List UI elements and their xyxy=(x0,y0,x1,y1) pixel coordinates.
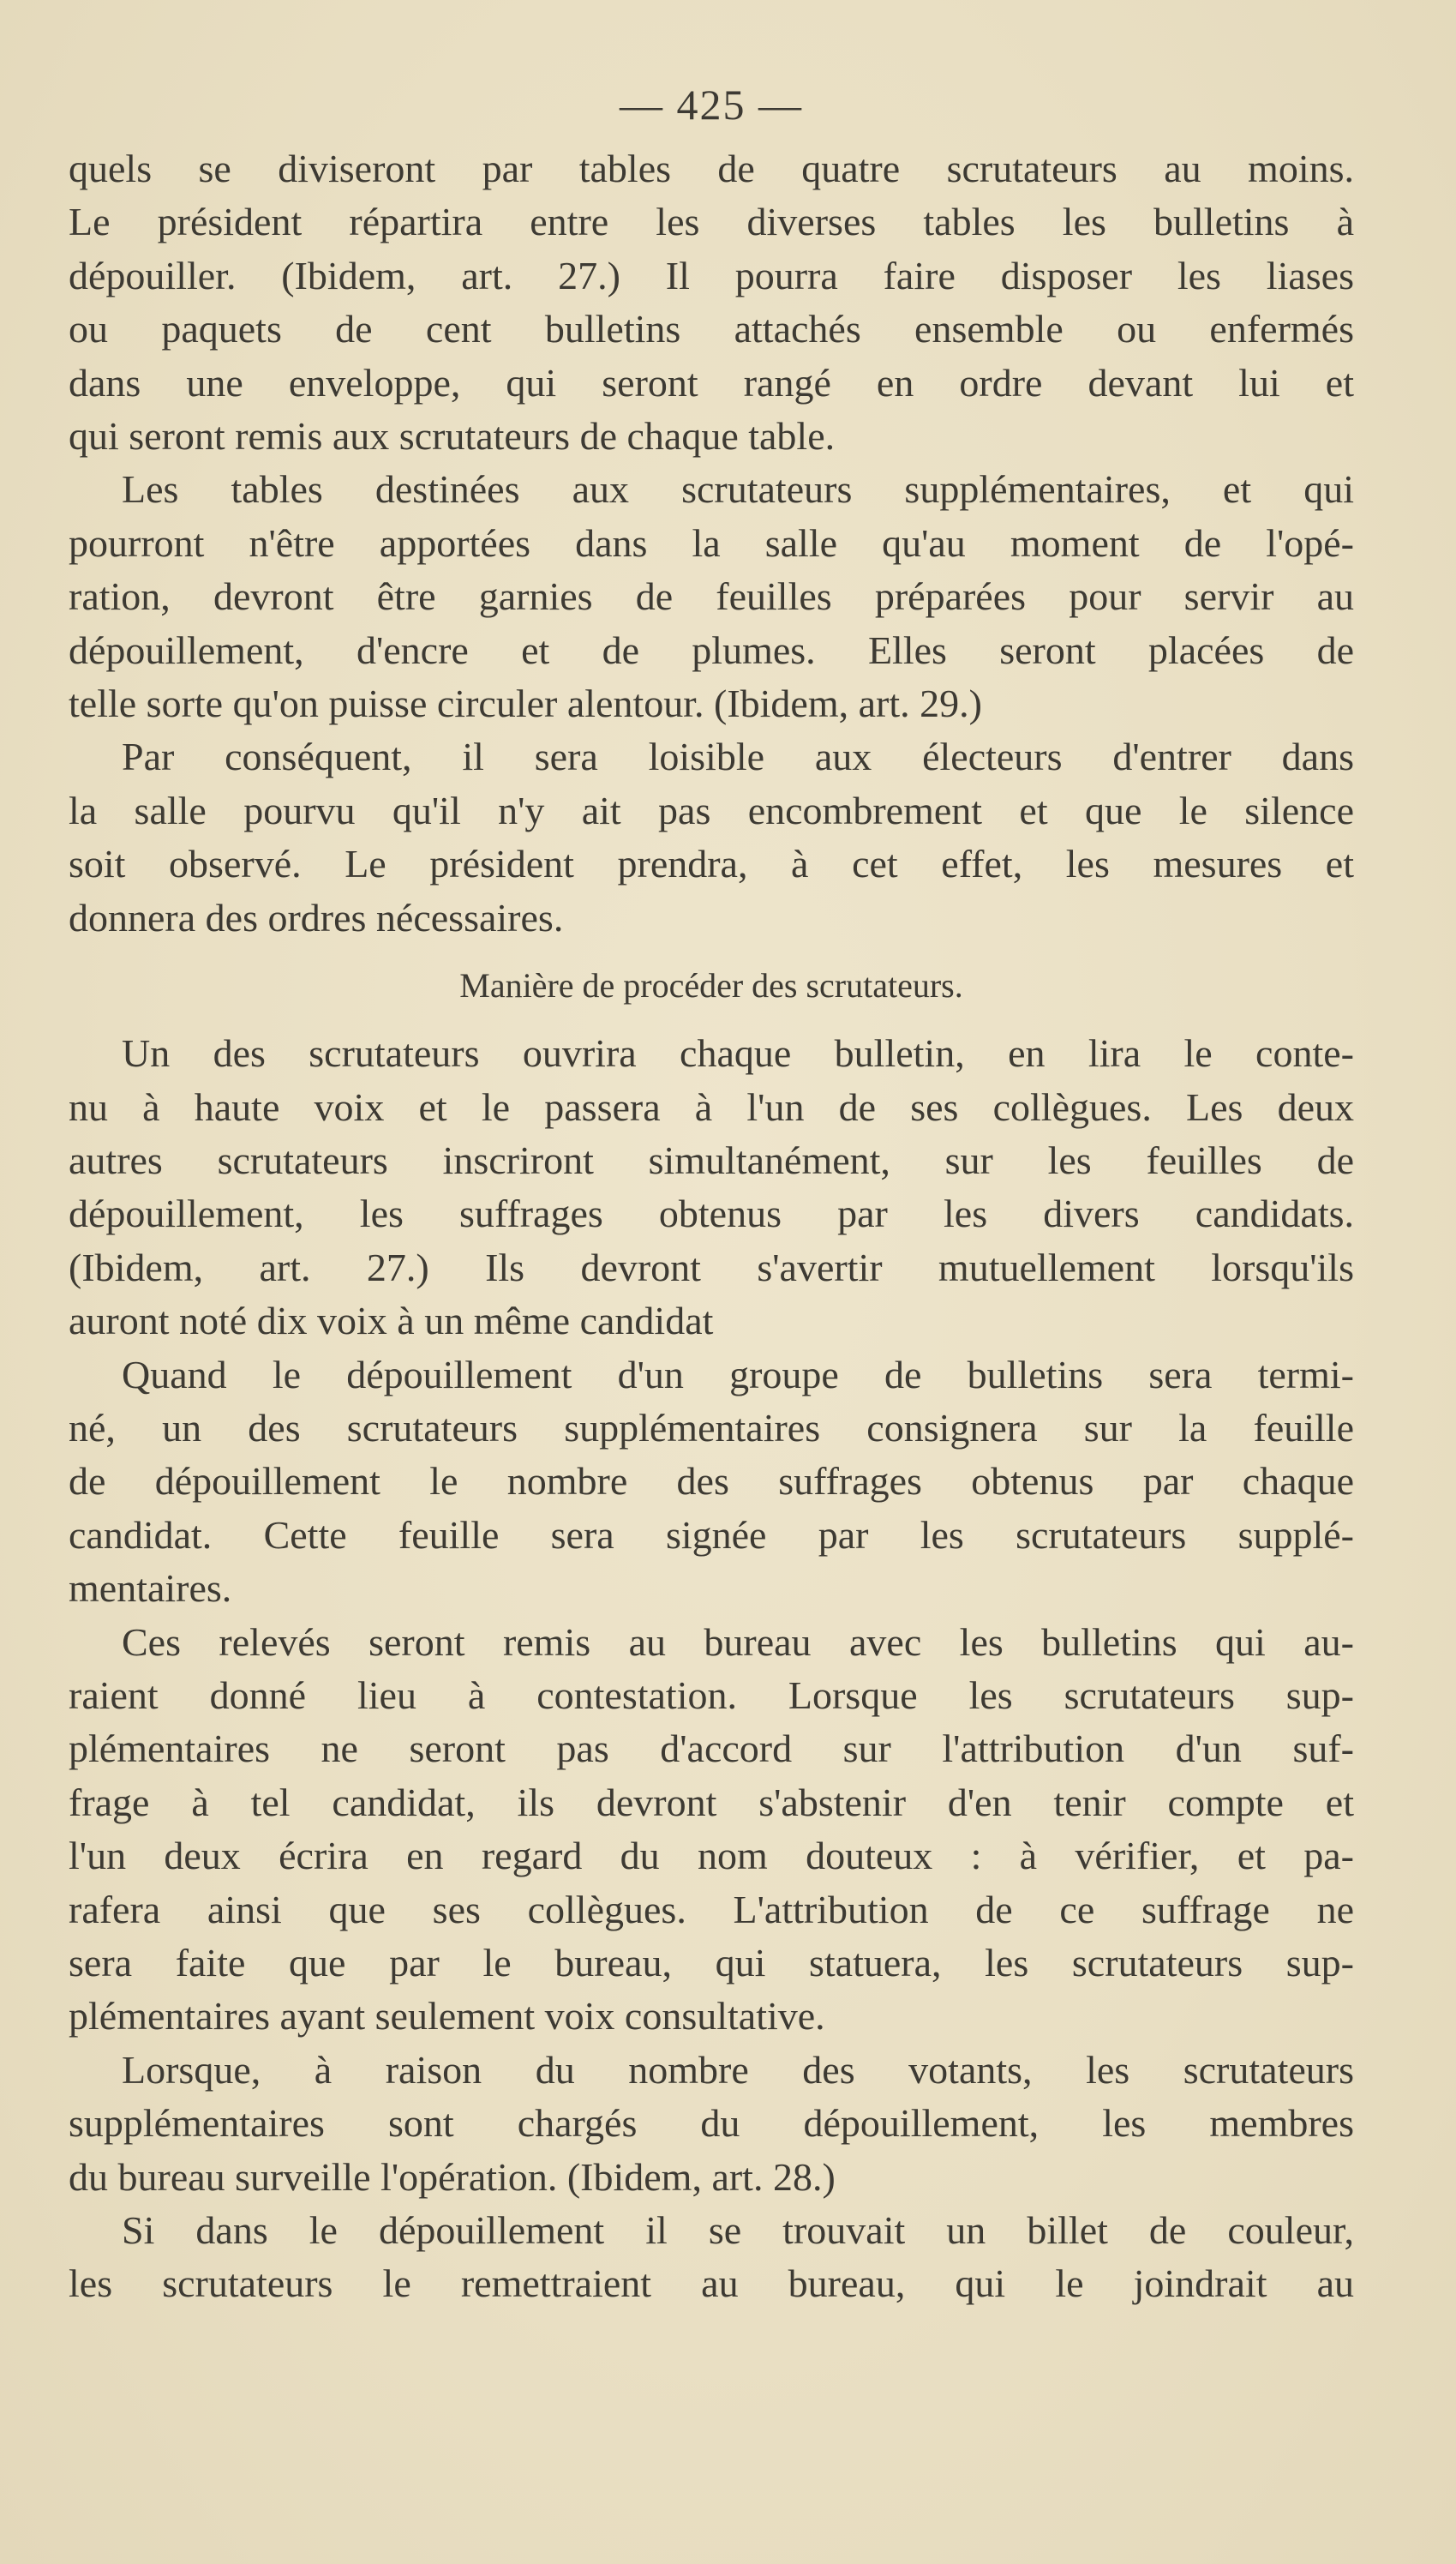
paragraph xyxy=(69,2044,1354,2204)
text-line: Lorsque, à raison du nombre des votants, les scrutateurs xyxy=(122,2047,1354,2092)
text-line: auront noté dix voix à un même candidat xyxy=(69,1299,714,1343)
text-line: pourront n'être apportées dans la salle qu'au moment de l'opé- xyxy=(69,520,1354,565)
text-line: frage à tel candidat, ils devront s'abstenir d'en tenir compte et xyxy=(69,1780,1354,1824)
text-line: supplémentaires sont chargés du dépouillement, les membres xyxy=(69,2101,1354,2146)
text-line: mentaires. xyxy=(69,1566,232,1611)
text-line: quels se diviseront par tables de quatre scrutateurs au moins. xyxy=(69,147,1354,190)
text-line: Si dans le dépouillement il se trouvait un billet de couleur, xyxy=(122,2208,1354,2253)
text-line: ration, devront être garnies de feuilles préparées pour servir au xyxy=(69,574,1354,619)
text-line: telle sorte qu'on puisse circuler alentour. (Ibidem, art. 29.) xyxy=(69,682,982,726)
text-line: soit observé. Le président prendra, à cet effet, les mesures et xyxy=(69,842,1354,886)
text-line: la salle pourvu qu'il n'y ait pas encombrement et que le silence xyxy=(69,788,1354,832)
page-body xyxy=(69,79,1354,2311)
text-line: rafera ainsi que ses collègues. L'attribution de ce suffrage ne xyxy=(69,1887,1354,1931)
page-number: — 425 — xyxy=(620,81,803,129)
text-line: dépouillement, les suffrages obtenus par les divers candidats. xyxy=(69,1192,1354,1236)
paragraph xyxy=(69,463,1354,730)
section-heading: Manière de procéder des scrutateurs. xyxy=(459,966,963,1006)
text-line: les scrutateurs le remettraient au bureau, qui le joindrait au xyxy=(69,2261,1354,2306)
text-line: Le président répartira entre les diverses tables les bulletins à xyxy=(69,200,1354,244)
text-line: raient donné lieu à contestation. Lorsque les scrutateurs sup- xyxy=(69,1672,1354,1717)
text-line: du bureau surveille l'opération. (Ibidem, art. 28.) xyxy=(69,2154,836,2199)
text-line: candidat. Cette feuille sera signée par les scrutateurs supplé- xyxy=(69,1512,1354,1557)
text-line: l'un deux écrira en regard du nom douteux : à vérifier, et pa- xyxy=(69,1834,1354,1878)
text-line: (Ibidem, art. 27.) Ils devront s'avertir mutuellement lorsqu'ils xyxy=(69,1245,1354,1289)
text-line: nu à haute voix et le passera à l'un de ses collègues. Les deux xyxy=(69,1084,1354,1129)
text-line: plémentaires ne seront pas d'accord sur l'attribution d'un suf- xyxy=(69,1726,1354,1771)
text-line: ou paquets de cent bulletins attachés ensemble ou enfermés xyxy=(69,307,1354,351)
text-line: Quand le dépouillement d'un groupe de bulletins sera termi- xyxy=(122,1352,1354,1396)
paragraph xyxy=(69,730,1354,945)
text-line: plémentaires ayant seulement voix consultative. xyxy=(69,1994,825,2039)
text-line: dépouillement, d'encre et de plumes. Elles seront placées de xyxy=(69,627,1354,672)
text-line: né, un des scrutateurs supplémentaires consignera sur la feuille xyxy=(69,1405,1354,1450)
text-line: dépouiller. (Ibidem, art. 27.) Il pourra faire disposer les liases xyxy=(69,253,1354,297)
text-line: sera faite que par le bureau, qui statuera, les scrutateurs sup- xyxy=(69,1941,1354,1985)
paragraph xyxy=(69,142,1354,463)
text-line: dans une enveloppe, qui seront rangé en ordre devant lui et xyxy=(69,360,1354,405)
text-line: Par conséquent, il sera loisible aux électeurs d'entrer dans xyxy=(122,735,1354,779)
text-line: donnera des ordres nécessaires. xyxy=(69,895,564,940)
paragraph xyxy=(69,1616,1354,2044)
text-line: Ces relevés seront remis au bureau avec les bulletins qui au- xyxy=(122,1619,1354,1664)
paragraph xyxy=(69,1348,1354,1616)
text-line: autres scrutateurs inscriront simultanément, sur les feuilles de xyxy=(69,1138,1354,1182)
paragraph xyxy=(69,1027,1354,1348)
text-line: qui seront remis aux scrutateurs de chaque table. xyxy=(69,414,836,459)
text-line: de dépouillement le nombre des suffrages obtenus par chaque xyxy=(69,1459,1354,1504)
text-line: Un des scrutateurs ouvrira chaque bulletin, en lira le conte- xyxy=(122,1031,1354,1076)
paragraph xyxy=(69,2204,1354,2311)
text-line: Les tables destinées aux scrutateurs supplémentaires, et qui xyxy=(122,467,1354,512)
